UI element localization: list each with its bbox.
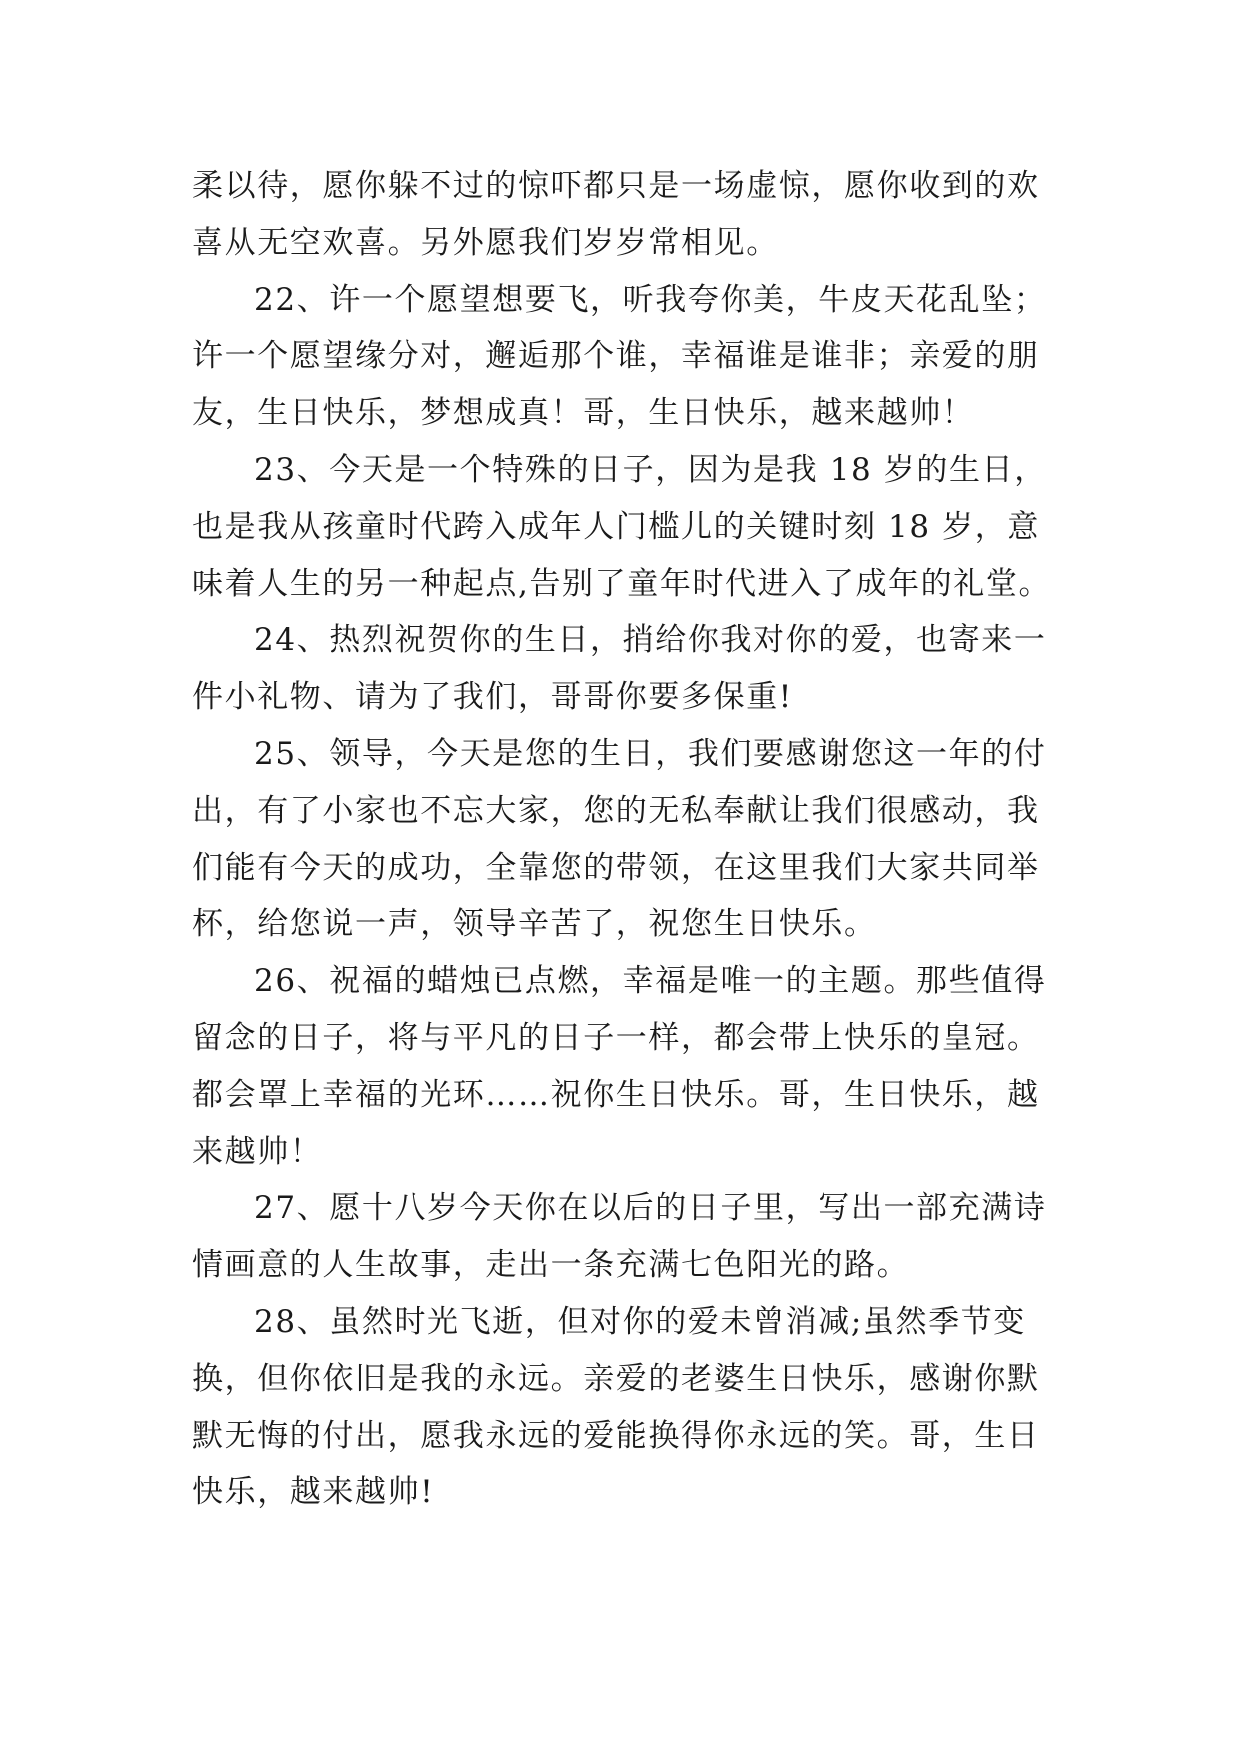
text-line: 26、祝福的蜡烛已点燃，幸福是唯一的主题。那些值得: [254, 963, 1047, 1000]
text-line: 柔以待，愿你躲不过的惊吓都只是一场虚惊，愿你收到的欢: [192, 168, 1040, 204]
text-line: 情画意的人生故事，走出一条充满七色阳光的路。: [192, 1247, 910, 1284]
text-line: 28、虽然时光飞逝，但对你的爱未曾消减;虽然季节变: [254, 1303, 1026, 1340]
text-line: 杯，给您说一声，领导辛苦了，祝您生日快乐。: [192, 906, 877, 943]
paragraph: [192, 612, 1067, 726]
text-line: 24、热烈祝贺你的生日，捎给你我对你的爱，也寄来一: [254, 622, 1047, 659]
text-line: 出，有了小家也不忘大家，您的无私奉献让我们很感动，我: [192, 792, 1040, 829]
text-line: 喜从无空欢喜。另外愿我们岁岁常相见。: [192, 224, 779, 261]
text-line: 留念的日子，将与平凡的日子一样，都会带上快乐的皇冠。: [192, 1019, 1040, 1056]
text-line: 换，但你依旧是我的永远。亲爱的老婆生日快乐，感谢你默: [192, 1360, 1040, 1397]
text-line: 27、愿十八岁今天你在以后的日子里，写出一部充满诗: [254, 1190, 1047, 1227]
text-line: 许一个愿望缘分对，邂逅那个谁，幸福谁是谁非；亲爱的朋: [192, 338, 1040, 375]
paragraph: [192, 953, 1067, 1180]
paragraph: [192, 1294, 1067, 1521]
text-line: 默无悔的付出，愿我永远的爱能换得你永远的笑。哥，生日: [192, 1417, 1040, 1454]
text-line: 也是我从孩童时代跨入成年人门槛儿的关键时刻 18 岁，意: [192, 508, 1040, 545]
paragraph: [192, 726, 1067, 953]
paragraph: [192, 158, 1067, 272]
text-line: 快乐，越来越帅!: [192, 1474, 435, 1511]
document-body: [192, 158, 1067, 1521]
text-line: 们能有今天的成功，全靠您的带领，在这里我们大家共同举: [192, 849, 1040, 886]
text-line: 23、今天是一个特殊的日子，因为是我 18 岁的生日，: [254, 451, 1047, 488]
paragraph: [192, 1180, 1067, 1294]
text-line: 25、领导，今天是您的生日，我们要感谢您这一年的付: [254, 735, 1047, 772]
text-line: 都会罩上幸福的光环……祝你生日快乐。哥，生日快乐，越: [192, 1076, 1040, 1113]
text-line: 友，生日快乐，梦想成真！哥，生日快乐，越来越帅！: [192, 395, 975, 432]
paragraph: [192, 272, 1067, 442]
paragraph: [192, 442, 1067, 612]
text-line: 22、许一个愿望想要飞，听我夸你美，牛皮天花乱坠；: [254, 281, 1047, 318]
text-line: 味着人生的另一种起点,告别了童年时代进入了成年的礼堂。: [192, 565, 1052, 602]
text-line: 件小礼物、请为了我们，哥哥你要多保重!: [192, 679, 793, 716]
text-line: 来越帅！: [192, 1133, 323, 1170]
